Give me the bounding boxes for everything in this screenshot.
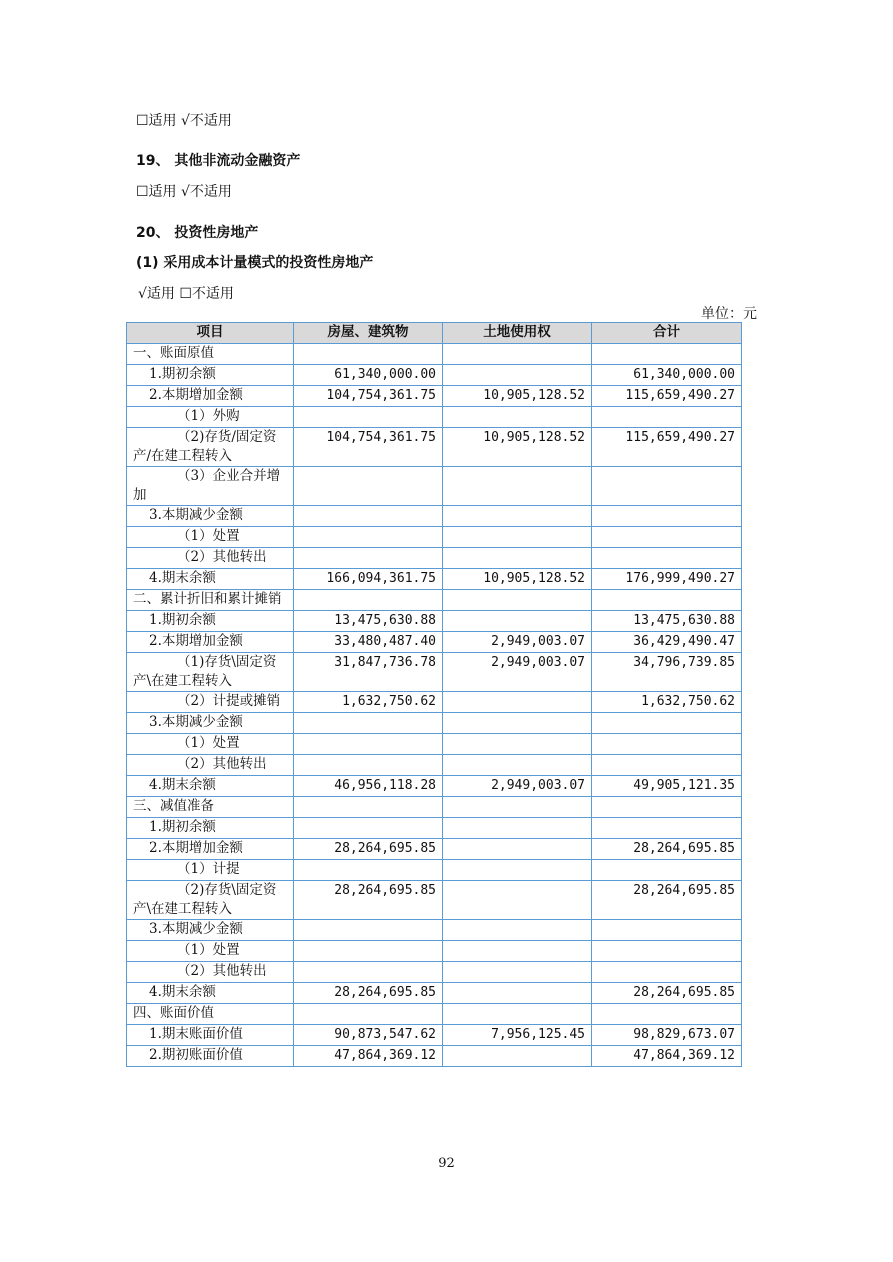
cell-land-use-rights: 2,949,003.07	[443, 632, 592, 653]
table-row	[127, 818, 742, 839]
cell-buildings: 13,475,630.88	[294, 611, 443, 632]
row-label: 3.本期减少金额	[127, 506, 294, 527]
row-label: 2.期初账面价值	[127, 1046, 294, 1067]
row-label: 4.期末余额	[127, 569, 294, 590]
row-label: （2）其他转出	[127, 548, 294, 569]
cell-total	[592, 755, 742, 776]
table-row	[127, 548, 742, 569]
cell-total: 49,905,121.35	[592, 776, 742, 797]
table-row	[127, 407, 742, 428]
table-row	[127, 839, 742, 860]
cell-land-use-rights	[443, 755, 592, 776]
cell-buildings	[294, 590, 443, 611]
table-row	[127, 365, 742, 386]
table-row	[127, 755, 742, 776]
cell-total	[592, 797, 742, 818]
cell-land-use-rights: 7,956,125.45	[443, 1025, 592, 1046]
header-total: 合计	[592, 323, 742, 344]
table-header-row	[127, 323, 742, 344]
cell-total: 28,264,695.85	[592, 881, 742, 920]
header-land-use-rights: 土地使用权	[443, 323, 592, 344]
cell-total	[592, 467, 742, 506]
row-label: 三、减值准备	[127, 797, 294, 818]
cell-land-use-rights: 10,905,128.52	[443, 386, 592, 407]
section-heading-19: 19、 其他非流动金融资产	[136, 153, 301, 169]
table-row	[127, 467, 742, 506]
cell-total: 98,829,673.07	[592, 1025, 742, 1046]
row-label: 一、账面原值	[127, 344, 294, 365]
cell-land-use-rights	[443, 860, 592, 881]
cell-land-use-rights	[443, 818, 592, 839]
cell-buildings: 28,264,695.85	[294, 881, 443, 920]
row-label: 4.期末余额	[127, 983, 294, 1004]
row-label: （3）企业合并增加	[127, 467, 294, 506]
cell-total	[592, 860, 742, 881]
table-row	[127, 983, 742, 1004]
cell-total	[592, 818, 742, 839]
investment-property-table	[126, 322, 742, 1067]
cell-land-use-rights: 10,905,128.52	[443, 428, 592, 467]
cell-buildings: 47,864,369.12	[294, 1046, 443, 1067]
row-label: （2)存货/固定资产/在建工程转入	[127, 428, 294, 467]
cell-total	[592, 713, 742, 734]
cell-buildings: 31,847,736.78	[294, 653, 443, 692]
table-row	[127, 344, 742, 365]
table-row	[127, 962, 742, 983]
cell-buildings	[294, 734, 443, 755]
cell-total	[592, 1004, 742, 1025]
table-row	[127, 1025, 742, 1046]
applicability-line-18: ☐适用 √不适用	[136, 113, 232, 129]
cell-buildings	[294, 467, 443, 506]
row-label: 3.本期减少金额	[127, 920, 294, 941]
cell-land-use-rights	[443, 467, 592, 506]
cell-land-use-rights	[443, 506, 592, 527]
cell-land-use-rights	[443, 1004, 592, 1025]
cell-land-use-rights: 2,949,003.07	[443, 653, 592, 692]
row-label: （2）其他转出	[127, 962, 294, 983]
cell-land-use-rights	[443, 407, 592, 428]
cell-total: 28,264,695.85	[592, 839, 742, 860]
cell-total: 176,999,490.27	[592, 569, 742, 590]
cell-buildings: 104,754,361.75	[294, 428, 443, 467]
row-label: 2.本期增加金额	[127, 839, 294, 860]
cell-land-use-rights: 10,905,128.52	[443, 569, 592, 590]
cell-land-use-rights	[443, 962, 592, 983]
cell-land-use-rights	[443, 692, 592, 713]
table-row	[127, 506, 742, 527]
cell-land-use-rights	[443, 713, 592, 734]
cell-buildings: 104,754,361.75	[294, 386, 443, 407]
row-label: 1.期初余额	[127, 365, 294, 386]
cell-total	[592, 506, 742, 527]
table-row	[127, 632, 742, 653]
cell-buildings: 28,264,695.85	[294, 839, 443, 860]
row-label: （1）外购	[127, 407, 294, 428]
row-label: （2）计提或摊销	[127, 692, 294, 713]
table-row	[127, 569, 742, 590]
table-row	[127, 386, 742, 407]
cell-buildings: 33,480,487.40	[294, 632, 443, 653]
cell-total: 36,429,490.47	[592, 632, 742, 653]
cell-buildings: 166,094,361.75	[294, 569, 443, 590]
section-heading-20: 20、 投资性房地产	[136, 225, 259, 241]
header-item: 项目	[127, 323, 294, 344]
cell-buildings: 46,956,118.28	[294, 776, 443, 797]
cell-total: 28,264,695.85	[592, 983, 742, 1004]
table-row	[127, 590, 742, 611]
table-row	[127, 428, 742, 467]
row-label: （1）计提	[127, 860, 294, 881]
cell-land-use-rights	[443, 344, 592, 365]
subsection-heading: (1) 采用成本计量模式的投资性房地产	[136, 255, 374, 271]
cell-total: 115,659,490.27	[592, 428, 742, 467]
cell-total	[592, 920, 742, 941]
table-row	[127, 611, 742, 632]
table-row	[127, 527, 742, 548]
applicability-line-20: √适用 ☐不适用	[138, 286, 234, 302]
row-label: 3.本期减少金额	[127, 713, 294, 734]
cell-total	[592, 734, 742, 755]
page-number: 92	[438, 1156, 455, 1171]
row-label: （1）处置	[127, 941, 294, 962]
cell-total	[592, 344, 742, 365]
row-label: （2)存货\固定资产\在建工程转入	[127, 881, 294, 920]
cell-buildings	[294, 920, 443, 941]
cell-total: 1,632,750.62	[592, 692, 742, 713]
cell-total	[592, 941, 742, 962]
row-label: 二、累计折旧和累计摊销	[127, 590, 294, 611]
cell-land-use-rights	[443, 365, 592, 386]
table-row	[127, 713, 742, 734]
cell-buildings	[294, 1004, 443, 1025]
cell-land-use-rights: 2,949,003.07	[443, 776, 592, 797]
cell-buildings	[294, 506, 443, 527]
cell-total	[592, 962, 742, 983]
cell-buildings	[294, 818, 443, 839]
cell-buildings	[294, 755, 443, 776]
cell-land-use-rights	[443, 839, 592, 860]
cell-total	[592, 407, 742, 428]
table-row	[127, 881, 742, 920]
header-buildings: 房屋、建筑物	[294, 323, 443, 344]
cell-buildings: 61,340,000.00	[294, 365, 443, 386]
table-row	[127, 692, 742, 713]
cell-buildings	[294, 860, 443, 881]
cell-buildings: 90,873,547.62	[294, 1025, 443, 1046]
cell-buildings	[294, 797, 443, 818]
row-label: 2.本期增加金额	[127, 632, 294, 653]
cell-buildings	[294, 941, 443, 962]
row-label: （1）处置	[127, 734, 294, 755]
cell-total	[592, 527, 742, 548]
row-label: 2.本期增加金额	[127, 386, 294, 407]
table-row	[127, 797, 742, 818]
cell-land-use-rights	[443, 797, 592, 818]
cell-land-use-rights	[443, 527, 592, 548]
cell-land-use-rights	[443, 941, 592, 962]
cell-buildings	[294, 527, 443, 548]
row-label: 1.期初余额	[127, 611, 294, 632]
row-label: 1.期末账面价值	[127, 1025, 294, 1046]
cell-land-use-rights	[443, 1046, 592, 1067]
cell-land-use-rights	[443, 881, 592, 920]
cell-total	[592, 548, 742, 569]
cell-land-use-rights	[443, 983, 592, 1004]
cell-buildings	[294, 962, 443, 983]
cell-total	[592, 590, 742, 611]
table-row	[127, 776, 742, 797]
cell-land-use-rights	[443, 920, 592, 941]
cell-land-use-rights	[443, 548, 592, 569]
row-label: （1)存货\固定资产\在建工程转入	[127, 653, 294, 692]
row-label: 4.期末余额	[127, 776, 294, 797]
cell-buildings	[294, 548, 443, 569]
table-row	[127, 734, 742, 755]
cell-buildings	[294, 713, 443, 734]
table-row	[127, 653, 742, 692]
applicability-line-19: ☐适用 √不适用	[136, 184, 232, 200]
cell-buildings	[294, 344, 443, 365]
row-label: 四、账面价值	[127, 1004, 294, 1025]
unit-label: 单位：元	[701, 306, 757, 322]
cell-total: 115,659,490.27	[592, 386, 742, 407]
cell-buildings: 28,264,695.85	[294, 983, 443, 1004]
cell-total: 47,864,369.12	[592, 1046, 742, 1067]
cell-buildings: 1,632,750.62	[294, 692, 443, 713]
cell-land-use-rights	[443, 734, 592, 755]
cell-land-use-rights	[443, 590, 592, 611]
row-label: （2）其他转出	[127, 755, 294, 776]
row-label: （1）处置	[127, 527, 294, 548]
table-row	[127, 1004, 742, 1025]
table-row	[127, 860, 742, 881]
cell-buildings	[294, 407, 443, 428]
cell-total: 34,796,739.85	[592, 653, 742, 692]
table-row	[127, 920, 742, 941]
cell-total: 13,475,630.88	[592, 611, 742, 632]
cell-land-use-rights	[443, 611, 592, 632]
table-row	[127, 1046, 742, 1067]
table-row	[127, 941, 742, 962]
row-label: 1.期初余额	[127, 818, 294, 839]
cell-total: 61,340,000.00	[592, 365, 742, 386]
